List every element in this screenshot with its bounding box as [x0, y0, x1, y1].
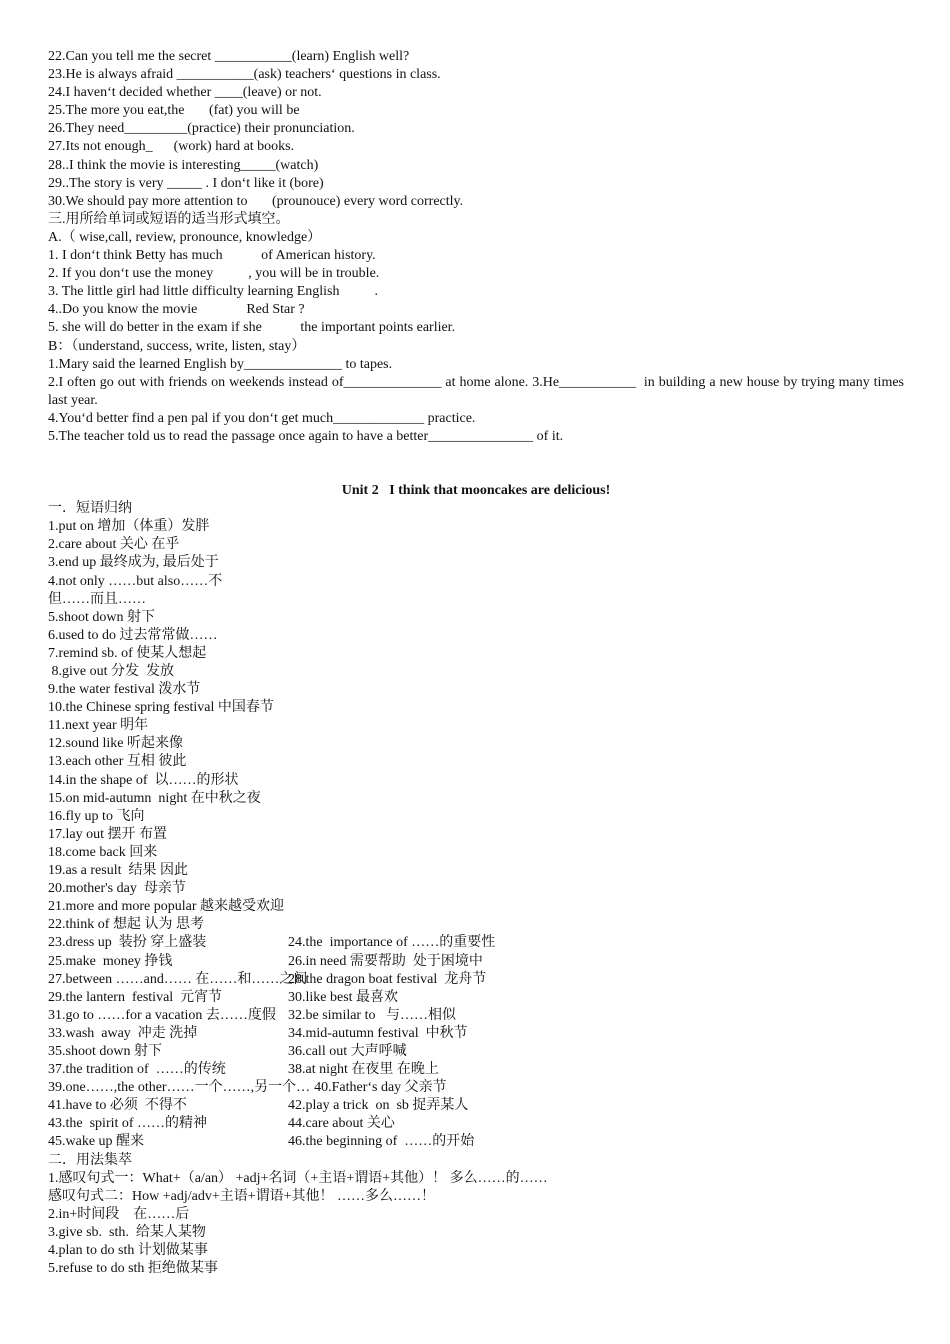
exercise-item-24: 24.I haven‘t decided whether ____(leave) or not. [48, 85, 322, 101]
phrase-pair-row [48, 1007, 904, 1025]
exercise-item-26: 26.They need_________(practice) their pronunciation. [48, 121, 355, 137]
phrase-item: 15.on mid-autumn night 在中秋之夜 [48, 790, 261, 806]
phrase-item: 27.between ……and…… 在……和……之间 [48, 971, 308, 987]
phrase-item: 20.mother's day 母亲节 [48, 881, 186, 897]
phrase-item: 8.give out 分发 发放 [48, 664, 174, 679]
phrase-item: 13.each other 互相 彼此 [48, 754, 187, 770]
phrase-item: 26.in need 需要帮助 处于困境中 [288, 953, 483, 969]
phrase-item: 36.call out 大声呼喊 [288, 1043, 407, 1059]
phrase-item: 6.used to do 过去常常做…… [48, 627, 218, 643]
phrase-item: 14.in the shape of 以……的形状 [48, 772, 239, 788]
phrase-item: 11.next year 明年 [48, 718, 149, 734]
phrase-item: 2.care about 关心 在乎 [48, 537, 180, 553]
phrase-item: 3.end up 最终成为, 最后处于 [48, 555, 219, 571]
phrase-item: 10.the Chinese spring festival 中国春节 [48, 700, 274, 716]
document-page [48, 48, 908, 1278]
usage-header: 二．用法集萃 [48, 1152, 132, 1168]
phrase-item: 37.the tradition of ……的传统 [48, 1062, 226, 1078]
section3-a-item-1: 1. I don‘t think Betty has much of American history. [48, 248, 376, 264]
section3-a-item-5: 5. she will do better in the exam if she the important points earlier. [48, 320, 456, 336]
phrase-item: 41.have to 必须 不得不 [48, 1098, 187, 1114]
phrase-item: 31.go to ……for a vacation 去……度假 [48, 1007, 276, 1023]
phrase-pair-row [48, 1115, 904, 1133]
phrase-item: 9.the water festival 泼水节 [48, 682, 201, 698]
section3-b [48, 338, 908, 447]
section3-a-item-4: 4..Do you know the movie Red Star ? [48, 302, 305, 318]
section-spacer [48, 446, 904, 482]
phrase-pair-row [48, 1079, 904, 1097]
exercise-item-22: 22.Can you tell me the secret ___________(learn) English well? [48, 49, 410, 64]
phrases-list [48, 518, 904, 934]
phrase-item: 但……而且…… [48, 591, 146, 607]
section3-b-item-5: 5.The teacher told us to read the passage once again to have a better_______________ of it. [48, 428, 564, 444]
phrase-item: 5.shoot down 射下 [48, 609, 155, 625]
phrase-item: 30.like best 最喜欢 [288, 989, 399, 1005]
phrase-item: 16.fly up to 飞向 [48, 808, 145, 824]
phrase-item: 40.Father‘s day 父亲节 [314, 1080, 447, 1096]
usage-item: 3.give sb. sth. 给某人某物 [48, 1224, 206, 1240]
usage-item: 1.感叹句式一：What+（a/an） +adj+名词（+主语+谓语+其他）！ 多么……的…… [48, 1170, 548, 1186]
exercise-item-25: 25.The more you eat,the (fat) you will be [48, 103, 300, 119]
exercise-item-27: 27.Its not enough_ (work) hard at books. [48, 139, 295, 155]
phrase-pair-row [48, 1133, 904, 1151]
phrase-pair-row [48, 1061, 904, 1079]
phrase-item: 42.play a trick on sb 捉弄某人 [288, 1098, 469, 1114]
phrase-item: 21.more and more popular 越来越受欢迎 [48, 899, 285, 915]
section3-a-item-3: 3. The little girl had little difficulty learning English . [48, 284, 378, 300]
section3-b-item-4: 4.You‘d better find a pen pal if you don‘t get much_____________ practice. [48, 410, 476, 426]
section3-a [48, 229, 904, 338]
phrase-pair-row [48, 953, 904, 971]
exercise-item-28: 28..I think the movie is interesting_____(watch) [48, 157, 319, 173]
phrase-item: 45.wake up 醒来 [48, 1134, 145, 1150]
phrase-item: 46.the beginning of ……的开始 [288, 1134, 475, 1150]
phrase-item: 4.not only ……but also……不 [48, 573, 223, 589]
phrase-item: 29.the lantern festival 元宵节 [48, 989, 223, 1005]
phrase-item: 7.remind sb. of 使某人想起 [48, 645, 207, 661]
phrase-item: 33.wash away 冲走 洗掉 [48, 1025, 198, 1041]
usage-item: 感叹句式二：How +adj/adv+主语+谓语+其他！ ……多么……！ [48, 1188, 436, 1204]
phrase-item: 22.think of 想起 认为 思考 [48, 917, 204, 933]
phrase-item: 12.sound like 听起来像 [48, 736, 183, 752]
phrase-pair-row [48, 989, 904, 1007]
phrase-item: 19.as a result 结果 因此 [48, 863, 188, 879]
phrase-item: 43.the spirit of ……的精神 [48, 1116, 208, 1132]
unit2-title: Unit 2 I think that mooncakes are delicious! [341, 483, 611, 499]
section3-b-header: B：（understand, success, write, listen, stay） [48, 338, 306, 354]
phrase-item: 23.dress up 装扮 穿上盛装 [48, 935, 207, 951]
usage-item: 4.plan to do sth 计划做某事 [48, 1243, 208, 1258]
phrase-item: 35.shoot down 射下 [48, 1043, 162, 1059]
exercise-item-29: 29..The story is very _____ . I don‘t like it (bore) [48, 175, 324, 191]
phrase-pair-row [48, 1025, 904, 1043]
phrases-pair-list [48, 934, 904, 1151]
exercise-item-23: 23.He is always afraid ___________(ask) teachers‘ questions in class. [48, 67, 441, 83]
phrase-item: 39.one……,the other……一个……,另一个… [48, 1080, 311, 1096]
usage-item: 2.in+时间段 在……后 [48, 1206, 190, 1222]
phrase-pair-row [48, 934, 904, 952]
phrase-item: 25.make money 挣钱 [48, 953, 173, 969]
usage-list [48, 1170, 904, 1279]
phrase-item: 44.care about 关心 [288, 1116, 395, 1132]
phrases-header: 一．短语归纳 [48, 501, 132, 517]
phrase-item: 17.lay out 摆开 布置 [48, 826, 167, 842]
section3-b-item-1: 1.Mary said the learned English by______________ to tapes. [48, 356, 393, 372]
phrase-item: 24.the importance of ……的重要性 [288, 935, 496, 951]
phrase-item: 1.put on 增加（体重）发胖 [48, 519, 210, 535]
section3-b-item-2-3: 2.I often go out with friends on weekends instead of______________ at home alone. 3.He___________ in building a new house by trying many times last year. [48, 374, 908, 408]
section3-a-item-2: 2. If you don‘t use the money , you will be in trouble. [48, 266, 380, 282]
exercise-item-30: 30.We should pay more attention to (prounouce) every word correctly. [48, 193, 464, 209]
usage-item: 5.refuse to do sth 拒绝做某事 [48, 1261, 218, 1277]
phrase-item: 28.the dragon boat festival 龙舟节 [288, 971, 487, 987]
phrase-item: 34.mid-autumn festival 中秋节 [288, 1025, 468, 1041]
phrase-item: 38.at night 在夜里 在晚上 [288, 1062, 439, 1078]
phrase-item: 32.be similar to 与……相似 [288, 1007, 456, 1023]
phrase-pair-row [48, 971, 904, 989]
phrase-item: 18.come back 回来 [48, 844, 158, 860]
exercise-list-part1 [48, 48, 904, 211]
section3-title: 三.用所给单词或短语的适当形式填空。 [48, 211, 290, 227]
phrase-pair-row [48, 1043, 904, 1061]
phrase-pair-row [48, 1097, 904, 1115]
section3-a-header: A.（ wise,call, review, pronounce, knowledge） [48, 229, 322, 245]
